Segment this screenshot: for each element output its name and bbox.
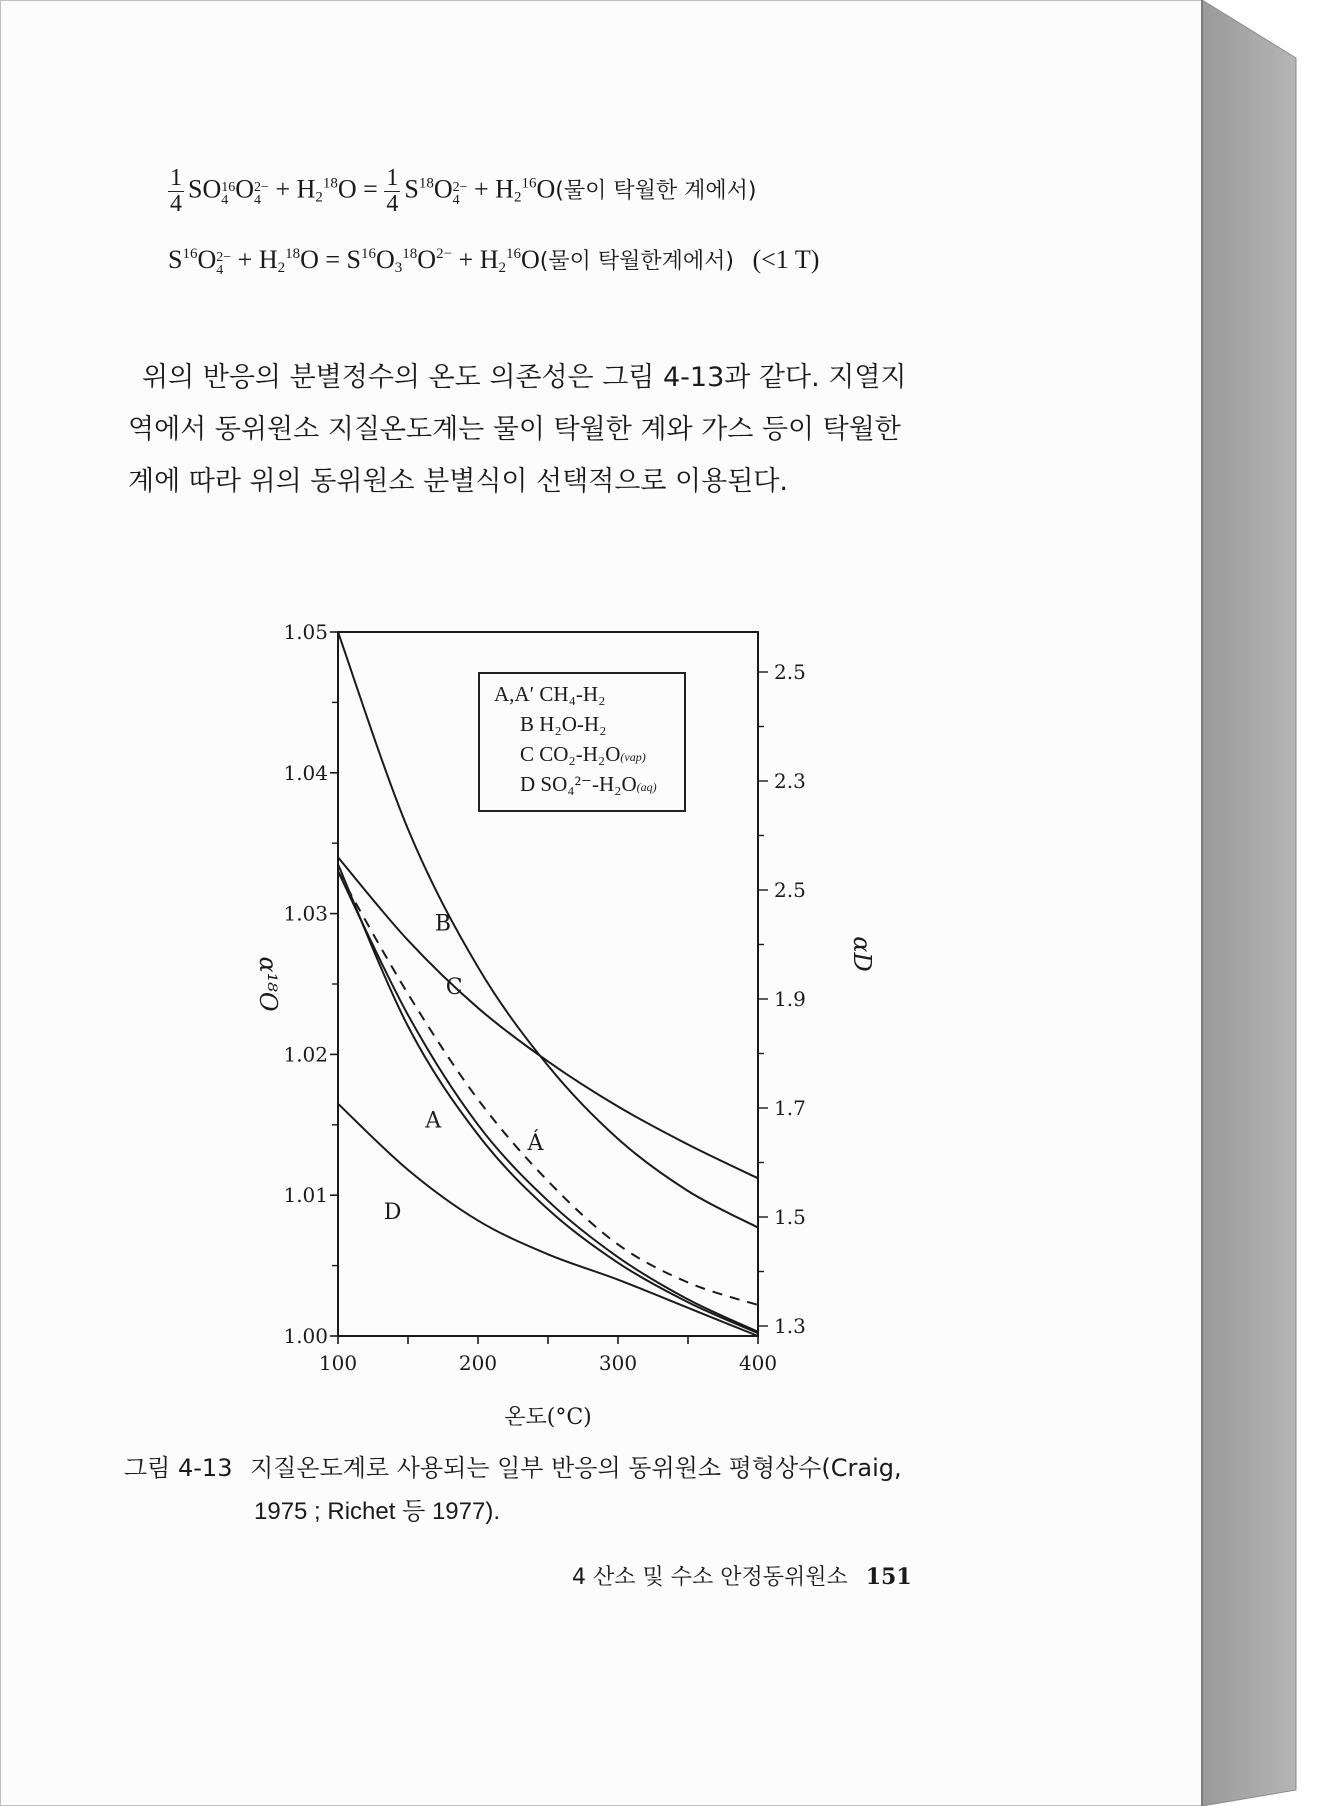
curve-label: A bbox=[425, 1108, 442, 1134]
curve-label: Á bbox=[527, 1131, 544, 1157]
curve-label: C bbox=[445, 974, 463, 1000]
equation-2: $S^{16}O$ 2− 4 + $H_2^{18}O = S^{16}O_3^{18}O^{2-} + H_2^{16}O$(물이 탁월한계에서) (<1 T) bbox=[168, 245, 820, 278]
equation-condition: (<1 T) bbox=[752, 245, 820, 274]
x-axis-label: 온도(°C) bbox=[504, 1405, 592, 1430]
fraction: $\frac{1}{4}$ bbox=[170, 165, 182, 218]
x-tick-label: 100 bbox=[318, 1351, 358, 1375]
equation-note: (물이 탁월한 계에서) bbox=[555, 178, 757, 204]
y-right-tick-label: 1.5 bbox=[774, 1205, 806, 1229]
y-left-tick-label: 1.04 bbox=[283, 760, 328, 785]
caption-line-1: 지질온도계로 사용되는 일부 반응의 동위원소 평형상수(Craig, bbox=[250, 1454, 902, 1482]
x-tick-label: 400 bbox=[738, 1351, 778, 1375]
series-line-A′ bbox=[338, 871, 758, 1331]
series-line-A bbox=[338, 864, 758, 1333]
body-paragraph bbox=[128, 352, 988, 508]
equation-1: $\frac{1}{4}$ SO 16 4 O 2− 4 + $H_2^{18}O$ = $\frac{1}{4}$ $S^{18}O$ 2− 4 + $H_2^{16}O$(물이 탁월한 계에서) bbox=[170, 165, 757, 218]
fraction: $\frac{1}{4}$ bbox=[386, 165, 399, 218]
paragraph-line: 계에 따라 위의 동위원소 분별식이 선택적으로 이용된다. bbox=[128, 466, 788, 497]
y-right-tick-label: 2.5 bbox=[774, 660, 806, 684]
y-right-tick-label: 1.3 bbox=[774, 1314, 806, 1338]
paragraph-line: 역에서 동위원소 지질온도계는 물이 탁월한 계와 가스 등이 탁월한 bbox=[128, 414, 901, 445]
legend-row-d: D SO₄²⁻-H₂O(aq) bbox=[520, 772, 657, 796]
y-right-axis-label: αD bbox=[848, 936, 876, 972]
caption-label: 그림 4-13 bbox=[124, 1454, 233, 1482]
series-line-C bbox=[338, 857, 758, 1178]
legend-row-c: C CO₂-H₂O(vap) bbox=[520, 742, 646, 766]
series-line-A′-dashed bbox=[338, 871, 758, 1305]
y-right-tick-label: 2.3 bbox=[774, 769, 806, 793]
x-tick-label: 300 bbox=[598, 1351, 638, 1375]
y-left-tick-label: 1.03 bbox=[283, 901, 328, 926]
equation-note: (물이 탁월한계에서) bbox=[539, 249, 734, 274]
paragraph-line: 위의 반응의 분별정수의 온도 의존성은 그림 4-13과 같다. 지열지 bbox=[142, 362, 907, 393]
y-left-tick-label: 1.02 bbox=[283, 1042, 328, 1067]
y-right-tick-label: 1.7 bbox=[774, 1096, 806, 1120]
legend-row-a: A,A′ CH₄-H₂ bbox=[494, 682, 606, 706]
chapter-title: 4 산소 및 수소 안정동위원소 bbox=[572, 1565, 848, 1590]
curve-label: D bbox=[383, 1200, 402, 1226]
y-left-tick-label: 1.00 bbox=[283, 1324, 328, 1348]
page-footer bbox=[572, 1560, 912, 1591]
curve-label: B bbox=[434, 911, 452, 937]
figure-caption bbox=[124, 1446, 902, 1534]
legend-row-b: B H₂O-H₂ bbox=[520, 712, 607, 736]
y-left-axis-label: α¹⁸O bbox=[254, 956, 282, 1012]
page-number: 151 bbox=[865, 1564, 912, 1590]
caption-line-2: 1975 ; Richet 등 1977). bbox=[254, 1498, 500, 1525]
x-tick-label: 200 bbox=[458, 1351, 498, 1375]
y-right-tick-label: 1.9 bbox=[774, 987, 806, 1011]
y-left-tick-label: 1.05 bbox=[283, 620, 328, 644]
y-right-tick-label: 2.5 bbox=[774, 878, 806, 902]
y-left-tick-label: 1.01 bbox=[283, 1183, 328, 1208]
chart-legend bbox=[478, 672, 686, 812]
